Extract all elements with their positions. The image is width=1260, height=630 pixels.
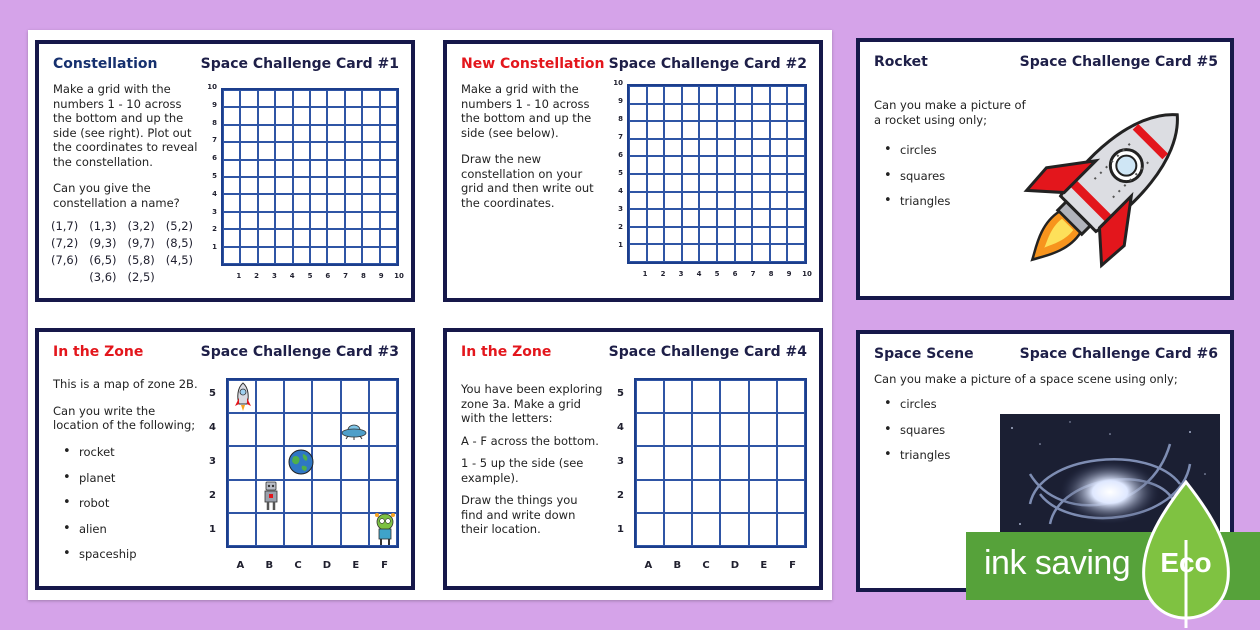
x-axis-tick: D: [730, 560, 740, 571]
y-axis-tick: 1: [618, 241, 623, 249]
shape-list: [882, 138, 950, 215]
x-axis-tick: 7: [750, 270, 756, 278]
y-axis-tick: 1: [212, 243, 217, 252]
y-axis-tick: 4: [617, 422, 624, 433]
x-axis-tick: A: [644, 560, 653, 571]
y-axis-tick: 3: [617, 456, 624, 467]
card-number: Space Challenge Card #5: [1019, 54, 1218, 70]
y-axis-tick: 2: [618, 223, 623, 231]
card-instructions: This is a map of zone 2B. Can you write the location of the following;: [53, 377, 198, 432]
list-item: • triangles: [882, 443, 950, 469]
y-axis-tick: 2: [209, 490, 216, 501]
coordinate-pair: (2,5): [127, 270, 155, 284]
x-axis-tick: B: [265, 560, 274, 571]
y-axis-tick: 3: [212, 207, 217, 216]
x-axis-tick: C: [294, 560, 302, 571]
coordinate-row: [49, 252, 195, 269]
y-axis-tick: 8: [618, 115, 623, 123]
card-instructions: Make a grid with the numbers 1 - 10 across the bottom and up the side (see right). Plot out the coordinates to reveal the constellation. Can you give the constellation a name?: [53, 82, 198, 210]
x-axis-tick: 4: [696, 270, 702, 278]
coordinate-pair: (9,7): [127, 236, 155, 250]
card-title: Constellation: [53, 56, 158, 72]
y-axis-tick: 9: [618, 97, 623, 105]
list-item: • planet: [61, 466, 137, 492]
card-number: Space Challenge Card #1: [200, 56, 399, 72]
coordinate-row: [49, 235, 195, 252]
coordinate-pair: (8,5): [165, 236, 194, 250]
y-axis-tick: 6: [212, 154, 217, 163]
y-axis-tick: 2: [617, 490, 624, 501]
card-title: In the Zone: [53, 344, 144, 360]
challenge-card-4: [443, 328, 823, 590]
y-axis-tick: 2: [212, 225, 217, 234]
y-axis-tick: 9: [212, 100, 217, 109]
y-axis-tick: 4: [618, 187, 623, 195]
zone-grid: [634, 378, 807, 548]
y-axis-tick: 6: [618, 151, 623, 159]
card-instructions: Make a grid with the numbers 1 - 10 across the bottom and up the side (see below). Draw the new constellation on your grid and then write out the coordinates.: [461, 82, 594, 210]
y-axis-tick: 3: [209, 456, 216, 467]
card-title: In the Zone: [461, 344, 552, 360]
x-axis-tick: 2: [660, 270, 666, 278]
y-axis-tick: 4: [212, 189, 217, 198]
coordinate-pair: (6,5): [89, 253, 117, 267]
y-axis-tick: 7: [212, 136, 217, 145]
coordinate-list: [49, 218, 195, 286]
x-axis-tick: C: [702, 560, 710, 571]
x-axis-tick: 6: [325, 272, 331, 280]
x-axis-tick: 8: [360, 272, 366, 280]
x-axis-tick: 2: [254, 272, 260, 280]
y-axis-tick: 10: [613, 79, 623, 87]
list-item: • circles: [882, 138, 950, 164]
rocket-icon: [998, 94, 1208, 284]
coordinate-pair: (7,2): [50, 236, 79, 250]
x-axis-tick: B: [673, 560, 682, 571]
card-number: Space Challenge Card #4: [608, 344, 807, 360]
x-axis-tick: 3: [271, 272, 277, 280]
x-axis-tick: 10: [394, 272, 404, 280]
shape-list: [882, 392, 950, 469]
coordinate-row: [49, 269, 195, 286]
x-axis-tick: F: [381, 560, 388, 571]
list-item: • circles: [882, 392, 950, 418]
x-axis-tick: 9: [786, 270, 792, 278]
list-item: • squares: [882, 164, 950, 190]
item-list: [61, 440, 137, 568]
card-instructions: Can you make a picture of a space scene using only;: [874, 372, 1178, 386]
coordinate-pair: (3,6): [89, 270, 117, 284]
y-axis-tick: 8: [212, 118, 217, 127]
challenge-card-5: [856, 38, 1234, 300]
y-axis-tick: 5: [212, 172, 217, 180]
spaceship-icon: [341, 422, 367, 440]
list-item: • robot: [61, 491, 137, 517]
x-axis-tick: 7: [343, 272, 349, 280]
card-title: New Constellation: [461, 56, 605, 72]
robot-icon: [261, 480, 281, 512]
challenge-card-2: [443, 40, 823, 302]
list-item: • alien: [61, 517, 137, 543]
card-number: Space Challenge Card #3: [200, 344, 399, 360]
rocket-icon: [232, 382, 254, 412]
eco-leaf-icon: [1136, 480, 1236, 630]
card-title: Rocket: [874, 54, 928, 70]
card-title: Space Scene: [874, 346, 974, 362]
coordinate-grid: [221, 88, 399, 266]
coordinate-pair: (1,3): [89, 219, 117, 233]
challenge-card-1: [35, 40, 415, 302]
card-instructions: Can you make a picture of a rocket using only;: [874, 98, 1026, 127]
y-axis-tick: 1: [617, 524, 624, 535]
card-instructions: You have been exploring zone 3a. Make a grid with the letters: A - F across the bottom. 1 - 5 up the side (see example). Draw the things you find and write down their location.: [461, 382, 603, 536]
x-axis-tick: D: [322, 560, 332, 571]
coordinate-pair: (9,3): [89, 236, 117, 250]
coordinate-pair: (4,5): [165, 253, 194, 267]
x-axis-tick: 5: [714, 270, 720, 278]
y-axis-tick: 5: [617, 388, 624, 399]
coordinate-pair: (1,7): [50, 219, 79, 233]
badge-text: ink saving: [984, 544, 1131, 582]
x-axis-tick: 3: [678, 270, 684, 278]
y-axis-tick: 5: [209, 388, 216, 399]
list-item: • spaceship: [61, 542, 137, 568]
y-axis-tick: 5: [618, 169, 623, 177]
alien-icon: [373, 512, 397, 546]
coordinate-pair: (7,6): [50, 253, 79, 267]
card-number: Space Challenge Card #2: [608, 56, 807, 72]
x-axis-tick: 5: [307, 272, 313, 280]
x-axis-tick: 10: [802, 270, 812, 278]
x-axis-tick: A: [236, 560, 245, 571]
challenge-card-3: [35, 328, 415, 590]
x-axis-tick: 9: [378, 272, 384, 280]
planet-icon: [287, 448, 315, 476]
x-axis-tick: 8: [768, 270, 774, 278]
card-number: Space Challenge Card #6: [1019, 346, 1218, 362]
x-axis-tick: 1: [236, 272, 242, 280]
list-item: • rocket: [61, 440, 137, 466]
y-axis-tick: 4: [209, 422, 216, 433]
list-item: • squares: [882, 418, 950, 444]
x-axis-tick: 6: [732, 270, 738, 278]
x-axis-tick: F: [789, 560, 796, 571]
y-axis-tick: 3: [618, 205, 623, 213]
y-axis-tick: 1: [209, 524, 216, 535]
y-axis-tick: 7: [618, 133, 623, 141]
coordinate-row: [49, 218, 195, 235]
x-axis-tick: E: [352, 560, 360, 571]
eco-logo-text: Eco: [1160, 547, 1212, 578]
coordinate-pair: (5,8): [127, 253, 155, 267]
coordinate-pair: (5,2): [165, 219, 194, 233]
x-axis-tick: E: [760, 560, 768, 571]
list-item: • triangles: [882, 189, 950, 215]
x-axis-tick: 4: [289, 272, 295, 280]
coordinate-grid: [627, 84, 807, 264]
y-axis-tick: 10: [207, 83, 217, 91]
coordinate-pair: (3,2): [127, 219, 155, 233]
x-axis-tick: 1: [642, 270, 648, 278]
